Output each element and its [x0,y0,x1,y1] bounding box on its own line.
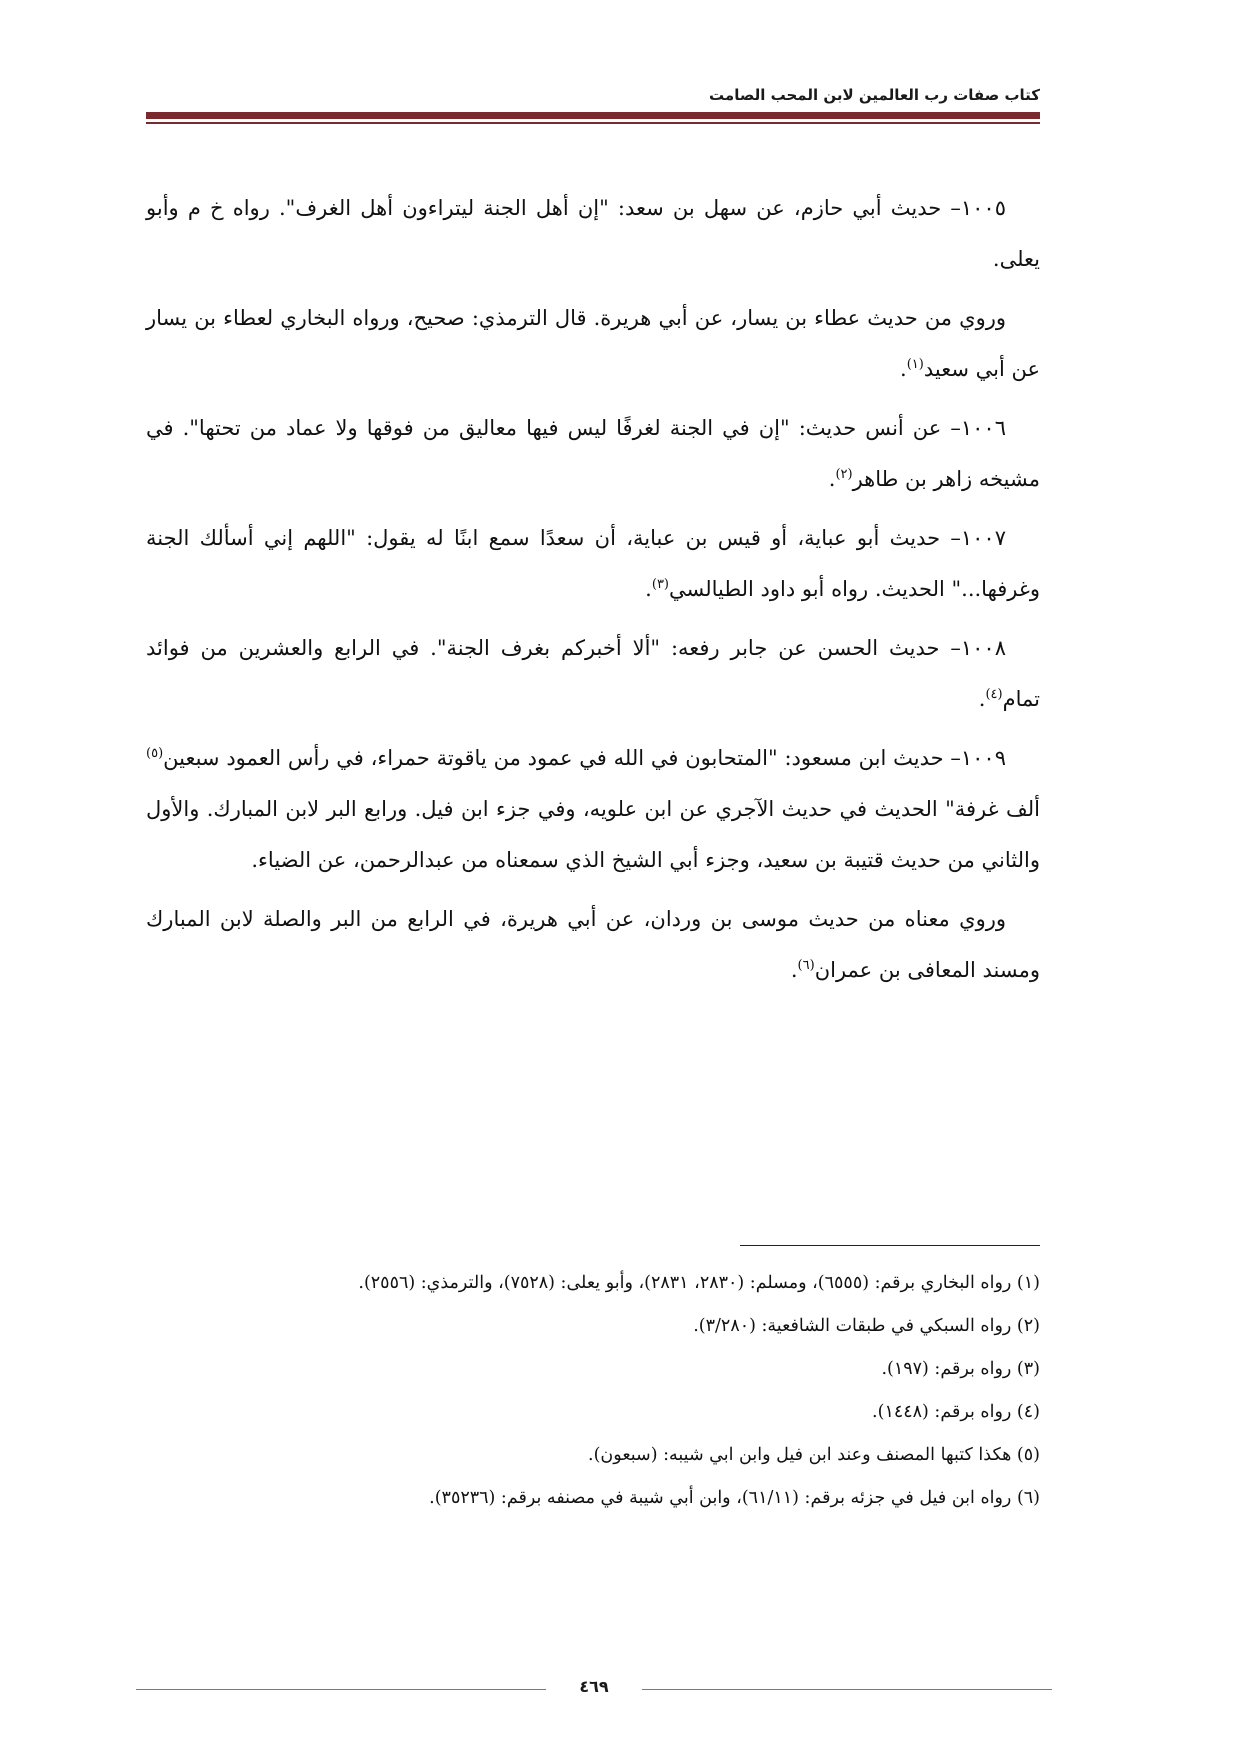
footnote-ref-1: (١) [906,357,924,372]
header-rule-thin [146,122,1040,124]
paragraph-1008 [146,623,1040,725]
paragraph-musa-narration [146,894,1040,996]
period: . [978,687,986,711]
main-text [146,183,1040,1004]
footnote-ref-6: (٦) [797,958,815,973]
footnote-2: (٢) رواه السبكي في طبقات الشافعية: (٣/٢٨٠). [693,1316,1040,1336]
paragraph-1005: ١٠٠٥– حديث أبي حازم، عن سهل بن سعد: "إن أهل الجنة ليتراءون أهل الغرف". رواه خ م وأبو يعلى. [146,196,1040,271]
header-rule [146,112,1040,119]
paragraph-text: وروي من حديث عطاء بن يسار، عن أبي هريرة. قال الترمذي: صحيح، ورواه البخاري لعطاء بن يسار عن أبي سعيد [146,306,1040,381]
period: . [645,577,652,601]
paragraph-1007 [146,513,1040,615]
footnote-3: (٣) رواه برقم: (١٩٧). [881,1359,1040,1379]
footnote-5: (٥) هكذا كتبها المصنف وعند ابن فيل وابن ابي شيبه: (سبعون). [588,1445,1040,1465]
paragraph-text-continued: ألف غرفة" الحديث في حديث الآجري عن ابن علويه، وفي جزء ابن فيل. ورابع البر لابن المبارك. والأول والثاني من حديث قتيبة بن سعيد، وجزء أبي الشيخ الذي سمعناه من عبدالرحمن، عن الضياء. [146,797,1040,872]
paragraph-ata-narration [146,293,1040,395]
page-number: ٤٦٩ [579,1677,609,1696]
paragraph-text: ١٠٠٦– عن أنس حديث: "إن في الجنة لغرفًا ليس فيها معاليق من فوقها ولا عماد من تحتها". في مشيخه زاهر بن طاهر [146,416,1040,491]
footnote-ref-5: (٥) [146,746,164,761]
footnote-ref-3: (٣) [651,577,669,592]
footnote-ref-4: (٤) [985,687,1003,702]
footnote-4: (٤) رواه برقم: (١٤٤٨). [872,1402,1040,1422]
footnote-6: (٦) رواه ابن فيل في جزئه برقم: (٦١/١١)، وابن أبي شيبة في مصنفه برقم: (٣٥٢٣٦). [429,1488,1040,1508]
footer-rule-right [642,1689,1052,1690]
period: . [828,467,836,491]
period: . [900,357,907,381]
paragraph-1009 [146,733,1040,886]
footnote-separator [740,1245,1040,1246]
footnote-ref-2: (٢) [835,467,853,482]
footnotes [146,1262,1040,1520]
paragraph-text: ١٠٠٧– حديث أبو عباية، أو قيس بن عباية، أن سعدًا سمع ابنًا له يقول: "اللهم إني أسألك الجنة وغرفها..." الحديث. رواه أبو داود الطيالسي [146,526,1040,601]
running-header-title: كتاب صفات رب العالمين لابن المحب الصامت [709,86,1040,104]
paragraph-text: ١٠٠٩– حديث ابن مسعود: "المتحابون في الله في عمود من ياقوتة حمراء، في رأس العمود سبعين [163,746,1006,770]
paragraph-1006 [146,403,1040,505]
page-footer [136,1675,1052,1705]
period: . [790,958,798,982]
paragraph-text: وروي معناه من حديث موسى بن وردان، عن أبي هريرة، في الرابع من البر والصلة لابن المبارك ومسند المعافى بن عمران [146,907,1040,982]
footnote-1: (١) رواه البخاري برقم: (٦٥٥٥)، ومسلم: (٢٨٣٠، ٢٨٣١)، وأبو يعلى: (٧٥٢٨)، والترمذي: (٢٥٥٦). [358,1273,1040,1293]
footer-rule-left [136,1689,546,1690]
paragraph-text: ١٠٠٨– حديث الحسن عن جابر رفعه: "ألا أخبركم بغرف الجنة". في الرابع والعشرين من فوائد تمام [146,636,1040,711]
